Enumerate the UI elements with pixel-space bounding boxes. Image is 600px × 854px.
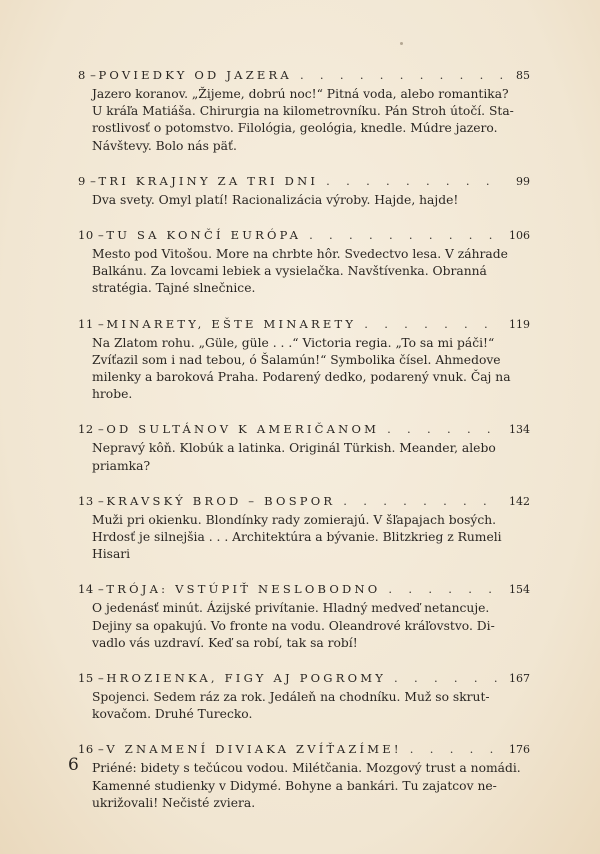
chapter-summary [92, 600, 532, 652]
leader-dots [386, 670, 504, 687]
summary-line: Návštevy. Bolo nás päť. [92, 138, 237, 153]
summary-line: Hrdosť je silnejšia . . . Architektúra a bývanie. Blitzkrieg z Rumeli [92, 530, 502, 545]
chapter-title: TRÓJA: VSTÚPIŤ NESLOBODNO [106, 582, 381, 597]
leader-dots [402, 741, 504, 758]
chapter-number: 10 – [78, 228, 105, 243]
toc-heading [78, 741, 530, 758]
chapter-number: 9 – [78, 173, 97, 188]
leader-dots [379, 421, 504, 438]
toc-entry [78, 581, 530, 652]
table-of-contents [78, 67, 530, 830]
summary-line: Na Zlatom rohu. „Güle, güle . . .“ Victoria regia. „To sa mi páči!“ [92, 335, 495, 350]
chapter-summary [92, 440, 532, 474]
summary-line: Nepravý kôň. Klobúk a latinka. Originál Türkish. Meander, alebo [92, 441, 496, 456]
toc-entry [78, 173, 530, 209]
page-number: 119 [509, 317, 530, 331]
chapter-number: 8 – [78, 68, 97, 82]
leader-dots [301, 227, 504, 244]
leader-dots [318, 173, 504, 190]
summary-line: Hisari [92, 547, 131, 562]
chapter-summary [92, 512, 532, 564]
chapter-summary [92, 246, 532, 298]
toc-heading [78, 421, 530, 438]
summary-line: stratégia. Tajné slnečnice. [92, 281, 256, 296]
page-number: 154 [509, 583, 530, 597]
chapter-number: 14 – [78, 582, 105, 597]
leader-dots [356, 316, 504, 333]
summary-line: ukrižovali! Nečisté zviera. [92, 795, 256, 810]
summary-line: rostlivosť o potomstvo. Filológia, geológia, knedle. Múdre jazero. [92, 121, 498, 136]
toc-heading [78, 493, 530, 510]
toc-entry [78, 67, 530, 155]
page-number: 85 [516, 69, 530, 82]
chapter-title: TRI KRAJINY ZA TRI DNI [98, 173, 319, 188]
chapter-summary [92, 335, 532, 404]
summary-line: Muži pri okienku. Blondínky rady zomierajú. V šľapajach bosých. [92, 512, 497, 527]
page-number: 106 [509, 229, 530, 243]
page-number: 99 [516, 174, 530, 188]
page-folio: 6 [68, 755, 79, 775]
summary-line: Jazero koranov. „Žijeme, dobrú noc!“ Pitná voda, alebo romantika? [92, 87, 509, 101]
summary-line: Balkánu. Za lovcami lebiek a vysielačka. Navštívenka. Obranná [92, 264, 487, 279]
chapter-title: KRAVSKÝ BROD – BOSPOR [106, 493, 336, 508]
summary-line: milenky a baroková Praha. Podarený dedko, podarený vnuk. Čaj na [92, 370, 511, 385]
chapter-number: 15 – [78, 671, 105, 686]
chapter-summary [92, 689, 532, 723]
toc-entry [78, 741, 530, 812]
toc-heading [78, 316, 530, 333]
summary-line: U kráľa Matiáša. Chirurgia na kilometrovníku. Pán Stroh útočí. Sta- [92, 104, 514, 119]
leader-dots [335, 493, 504, 510]
summary-line: Kamenné studienky v Didymé. Bohyne a bankári. Tu zajatcov ne- [92, 778, 497, 793]
summary-line: priamka? [92, 458, 151, 473]
summary-line: Zvíťazil som i nad tebou, ó Šalamún!“ Symbolika čísel. Ahmedove [92, 352, 501, 367]
chapter-summary [92, 192, 532, 209]
page-number: 134 [509, 423, 530, 437]
summary-line: O jedenásť minút. Ázijské privítanie. Hladný medveď netancuje. [92, 601, 490, 616]
summary-line: vadlo vás uzdraví. Keď sa robí, tak sa robí! [92, 635, 358, 650]
toc-entry [78, 493, 530, 564]
chapter-number: 13 – [78, 493, 105, 508]
toc-heading [78, 670, 530, 687]
summary-line: kovačom. Druhé Turecko. [92, 707, 253, 722]
toc-entry [78, 670, 530, 723]
leader-dots [380, 581, 504, 598]
toc-heading [78, 227, 530, 244]
summary-line: Dejiny sa opakujú. Vo fronte na vodu. Oleandrové kráľovstvo. Di- [92, 618, 495, 633]
toc-entry [78, 421, 530, 474]
chapter-summary [92, 86, 532, 155]
page-number: 142 [509, 494, 530, 508]
chapter-number: 12 – [78, 422, 105, 437]
chapter-title: MINARETY, EŠTE MINARETY [106, 316, 357, 331]
chapter-title: TU SA KONČÍ EURÓPA [106, 228, 302, 243]
paper-speck [400, 42, 403, 45]
toc-heading [78, 173, 530, 190]
summary-line: Spojenci. Sedem ráz za rok. Jedáleň na chodníku. Muž so skrut- [92, 690, 490, 705]
toc-heading [78, 581, 530, 598]
page-number: 176 [509, 743, 530, 757]
chapter-title: POVIEDKY OD JAZERA [98, 68, 292, 82]
chapter-title: OD SULTÁNOV K AMERIČANOM [106, 422, 380, 437]
summary-line: hrobe. [92, 387, 133, 402]
chapter-summary [92, 760, 532, 812]
chapter-number: 11 – [78, 316, 105, 331]
toc-heading [78, 67, 530, 84]
leader-dots [292, 67, 504, 84]
summary-line: Priéné: bidety s tečúcou vodou. Milétčania. Mozgový trust a nomádi. [92, 761, 521, 776]
chapter-title: V ZNAMENÍ DIVIAKA ZVÍŤAZÍME! [106, 742, 402, 757]
summary-line: Dva svety. Omyl platí! Racionalizácia výroby. Hajde, hajde! [92, 192, 459, 207]
chapter-title: HROZIENKA, FIGY AJ POGROMY [106, 671, 387, 686]
toc-entry [78, 227, 530, 298]
toc-entry [78, 316, 530, 404]
page-number: 167 [509, 672, 530, 686]
chapter-number: 16 – [78, 742, 105, 757]
summary-line: Mesto pod Vitošou. More na chrbte hôr. Svedectvo lesa. V záhrade [92, 247, 508, 262]
